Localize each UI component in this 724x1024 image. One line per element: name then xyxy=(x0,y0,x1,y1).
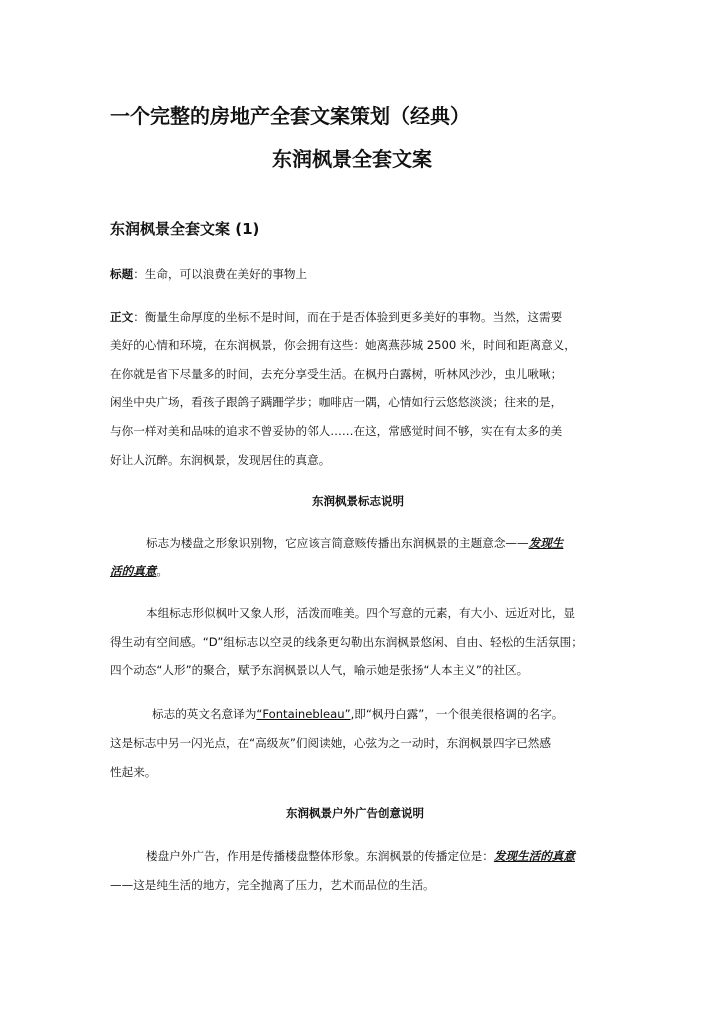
paragraph-text: ,即“枫丹白露”，一个很美很格调的名字。 xyxy=(350,707,564,721)
paragraph-line: 性起来。 xyxy=(110,765,157,779)
body-line: 闲坐中央广场，看孩子跟鸽子蹒跚学步；咖啡店一隅，心情如行云悠悠淡淡；往来的是， xyxy=(110,395,563,409)
paragraph-line xyxy=(152,706,563,722)
paragraph-text: 。 xyxy=(156,564,168,578)
body-label: 正文 xyxy=(110,310,134,324)
headline-label: 标题 xyxy=(110,267,134,281)
paragraph-line xyxy=(146,535,563,551)
paragraph-line: ——这是纯生活的地方，完全抛离了压力，艺术而品位的生活。 xyxy=(110,878,435,892)
body-text: ：衡量生命厚度的坐标不是时间，而在于是否体验到更多美好的事物。当然，这需要 xyxy=(133,310,563,324)
document-subtitle: 东润枫景全套文案 xyxy=(272,147,432,171)
body-line: 好让人沉醉。东润枫景，发现居住的真意。 xyxy=(110,453,331,467)
section-heading-1: 东润枫景全套文案 (1) xyxy=(110,220,260,238)
body-line: 在你就是省下尽量多的时间，去充分享受生活。在枫丹白露树，听林风沙沙，虫儿啾啾； xyxy=(110,367,563,381)
document-title: 一个完整的房地产全套文案策划（经典） xyxy=(110,104,470,128)
paragraph-line: 四个动态“人形”的聚合，赋予东润枫景以人气，喻示她是张扬“人本主义”的社区。 xyxy=(110,663,529,677)
body-line xyxy=(110,309,562,325)
body-line: 与你一样对美和品味的追求不曾妥协的邻人……在这，常感觉时间不够，实在有太多的美 xyxy=(110,424,563,438)
paragraph-line: 这是标志中另一闪光点，在“高级灰”们阅读她，心弦为之一动时，东润枫景四字已然感 xyxy=(110,736,551,750)
headline-line xyxy=(110,266,307,282)
emphasis-text: 活的真意 xyxy=(110,564,157,578)
english-name: “Fontainebleau” xyxy=(256,707,351,721)
body-line: 美好的心情和环境，在东润枫景，你会拥有这些：她离燕莎城 2500 米，时间和距离意义， xyxy=(110,338,576,352)
paragraph-text: 标志为楼盘之形象识别物，它应该言简意赅传播出东润枫景的主题意念—— xyxy=(146,536,529,550)
paragraph-line: 得生动有空间感。“D”组标志以空灵的线条更勾勒出东润枫景悠闲、自由、轻松的生活氛围； xyxy=(110,635,583,649)
section-heading-2: 东润枫景标志说明 xyxy=(312,494,404,508)
paragraph-line xyxy=(146,848,575,864)
paragraph-text: 标志的英文名意译为 xyxy=(152,707,257,721)
paragraph-line: 本组标志形似枫叶又象人形，活泼而唯美。四个写意的元素，有大小、远近对比，显 xyxy=(146,606,575,620)
paragraph-line xyxy=(110,563,168,579)
emphasis-text: 发现生活的真意 xyxy=(493,849,575,863)
paragraph-text: 楼盘户外广告，作用是传播楼盘整体形象。东润枫景的传播定位是： xyxy=(146,849,494,863)
emphasis-text: 发现生 xyxy=(528,536,564,550)
section-heading-3: 东润枫景户外广告创意说明 xyxy=(286,806,424,820)
headline-text: ：生命，可以浪费在美好的事物上 xyxy=(133,267,308,281)
